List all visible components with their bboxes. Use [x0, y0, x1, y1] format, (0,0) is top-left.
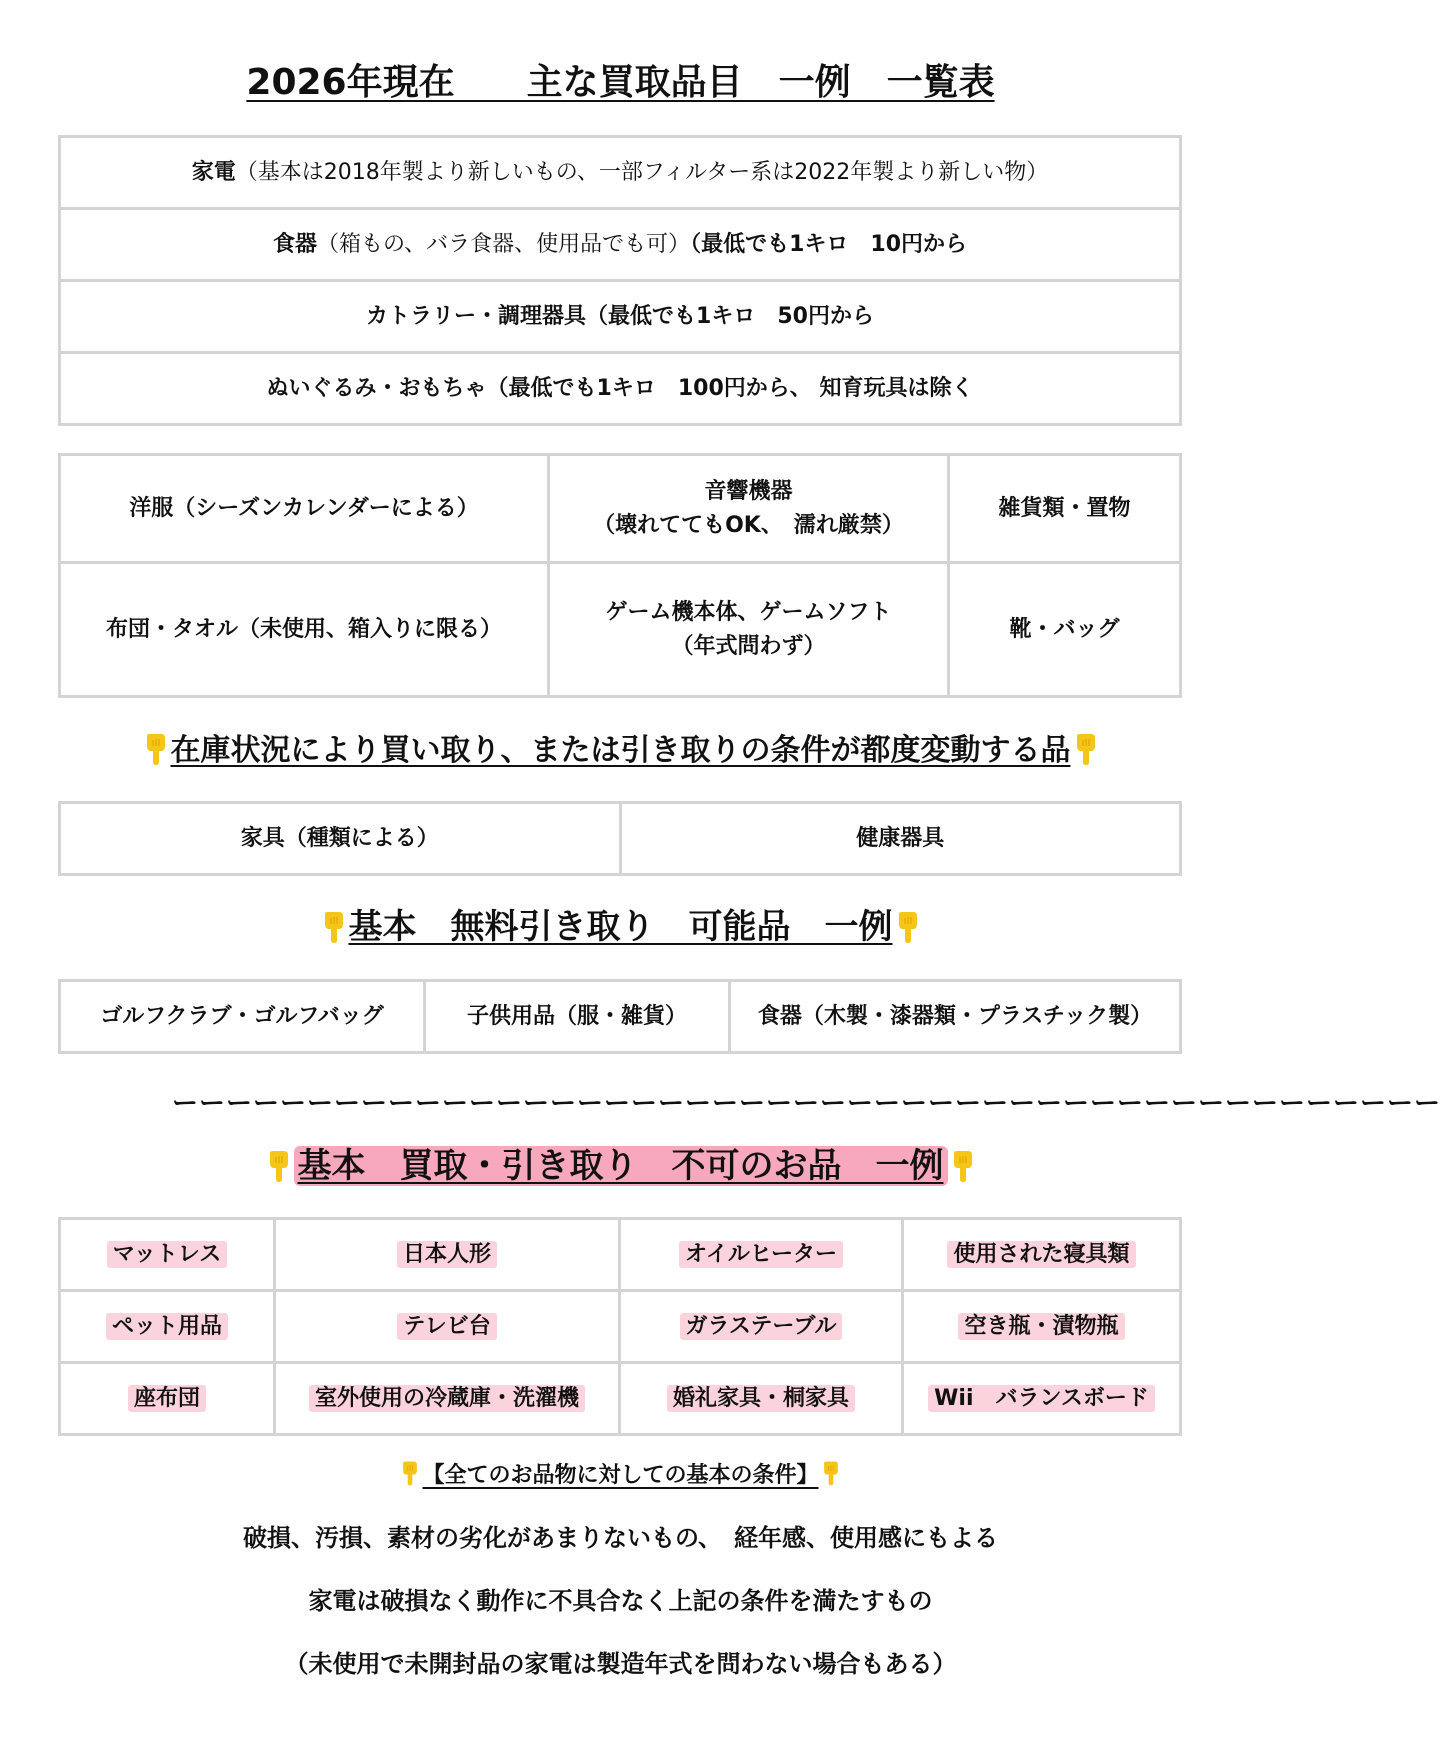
item-label: 空き瓶・漬物瓶 [958, 1313, 1124, 1340]
row-price: （最低でも1キロ 50円から [586, 303, 874, 329]
condition-line: 破損、汚損、素材の劣化があまりないもの、 経年感、使用感にもよる [242, 1524, 999, 1552]
item-cell: 子供用品（服・雑貨） [425, 981, 730, 1053]
variable-items-table [58, 801, 1182, 876]
heading-text: 在庫状況により買い取り、または引き取りの条件が都度変動する品 [170, 733, 1071, 768]
item-label: Wii バランスボード [928, 1385, 1155, 1412]
item-cell: 家具（種類による） [60, 803, 621, 875]
free-pickup-heading [0, 903, 1241, 951]
item-cell [275, 1363, 620, 1435]
item-label: ペット用品 [106, 1313, 228, 1340]
divider: ーーーーーーーーーーーーーーーーーーーーーーーーーーーーーーーーーーーーーーーーーーーーーーー [172, 1089, 1441, 1119]
pointing-down-hand-icon [321, 910, 347, 944]
row-title: カトラリー・調理器具 [366, 303, 587, 329]
not-accepted-heading [0, 1140, 1241, 1192]
category-cell: ゲーム機本体、ゲームソフト （年式問わず） [549, 563, 949, 697]
item-label: マットレス [107, 1241, 227, 1268]
page-title: 2026年現在 主な買取品目 一例 一覧表 [246, 62, 995, 103]
pointing-down-hand-icon [143, 732, 169, 766]
category-cell: 布団・タオル（未使用、箱入りに限る） [60, 563, 549, 697]
row-note: （基本は2018年製より新しいもの、一部フィルター系は2022年製より新しい物） [235, 159, 1049, 185]
pointing-down-hand-icon [895, 910, 921, 944]
item-cell [60, 1291, 275, 1363]
pointing-down-hand-icon [821, 1460, 841, 1486]
table-row [60, 209, 1181, 281]
category-cell: 洋服（シーズンカレンダーによる） [60, 455, 549, 563]
item-cell [275, 1219, 620, 1291]
item-label: 座布団 [128, 1385, 206, 1412]
item-cell [60, 1363, 275, 1435]
not-accepted-table [58, 1217, 1182, 1436]
variable-conditions-heading [0, 728, 1241, 774]
item-cell [903, 1363, 1181, 1435]
item-cell [620, 1363, 903, 1435]
buy-items-table [58, 135, 1182, 426]
pointing-down-hand-icon [266, 1149, 292, 1183]
item-cell: 健康器具 [620, 803, 1181, 875]
item-label: 日本人形 [397, 1241, 497, 1268]
heading-text: 基本 買取・引き取り 不可のお品 一例 [294, 1146, 948, 1186]
category-cell: 音響機器 （壊れててもOK、 濡れ厳禁） [549, 455, 949, 563]
condition-line: 家電は破損なく動作に不具合なく上記の条件を満たすもの [308, 1587, 933, 1615]
conditions-heading [0, 1459, 1241, 1493]
item-cell [275, 1291, 620, 1363]
pointing-down-hand-icon [400, 1460, 420, 1486]
row-title: 家電 [191, 159, 236, 185]
row-title: ぬいぐるみ・おもちゃ（最低でも1キロ 100円から、 知育玩具は除く [266, 375, 974, 401]
category-cell: 靴・バッグ [949, 563, 1181, 697]
item-label: 婚礼家具・桐家具 [667, 1385, 855, 1412]
heading-text: 基本 無料引き取り 可能品 一例 [348, 907, 893, 947]
item-cell: ゴルフクラブ・ゴルフバッグ [60, 981, 425, 1053]
table-row [60, 281, 1181, 353]
item-label: ガラステーブル [680, 1313, 843, 1340]
pointing-down-hand-icon [1073, 732, 1099, 766]
heading-text: 【全てのお品物に対しての基本の条件】 [422, 1463, 819, 1488]
condition-line: （未使用で未開封品の家電は製造年式を問わない場合もある） [284, 1650, 957, 1678]
item-cell [903, 1219, 1181, 1291]
category-cell: 雑貨類・置物 [949, 455, 1181, 563]
item-label: テレビ台 [397, 1313, 497, 1340]
item-cell [620, 1219, 903, 1291]
row-note: （箱もの、バラ食器、使用品でも可） [316, 231, 691, 257]
item-cell [903, 1291, 1181, 1363]
item-label: オイルヒーター [679, 1241, 843, 1268]
row-price: （最低でも1キロ 10円から [690, 231, 968, 257]
table-row [60, 353, 1181, 425]
item-cell [60, 1219, 275, 1291]
row-title: 食器 [272, 231, 317, 257]
item-label: 室外使用の冷蔵庫・洗濯機 [309, 1385, 585, 1412]
buy-categories-table [58, 453, 1182, 698]
item-cell: 食器（木製・漆器類・プラスチック製） [730, 981, 1181, 1053]
table-row [60, 137, 1181, 209]
pointing-down-hand-icon [950, 1149, 976, 1183]
item-cell [620, 1291, 903, 1363]
free-items-table [58, 979, 1182, 1054]
item-label: 使用された寝具類 [947, 1241, 1135, 1268]
